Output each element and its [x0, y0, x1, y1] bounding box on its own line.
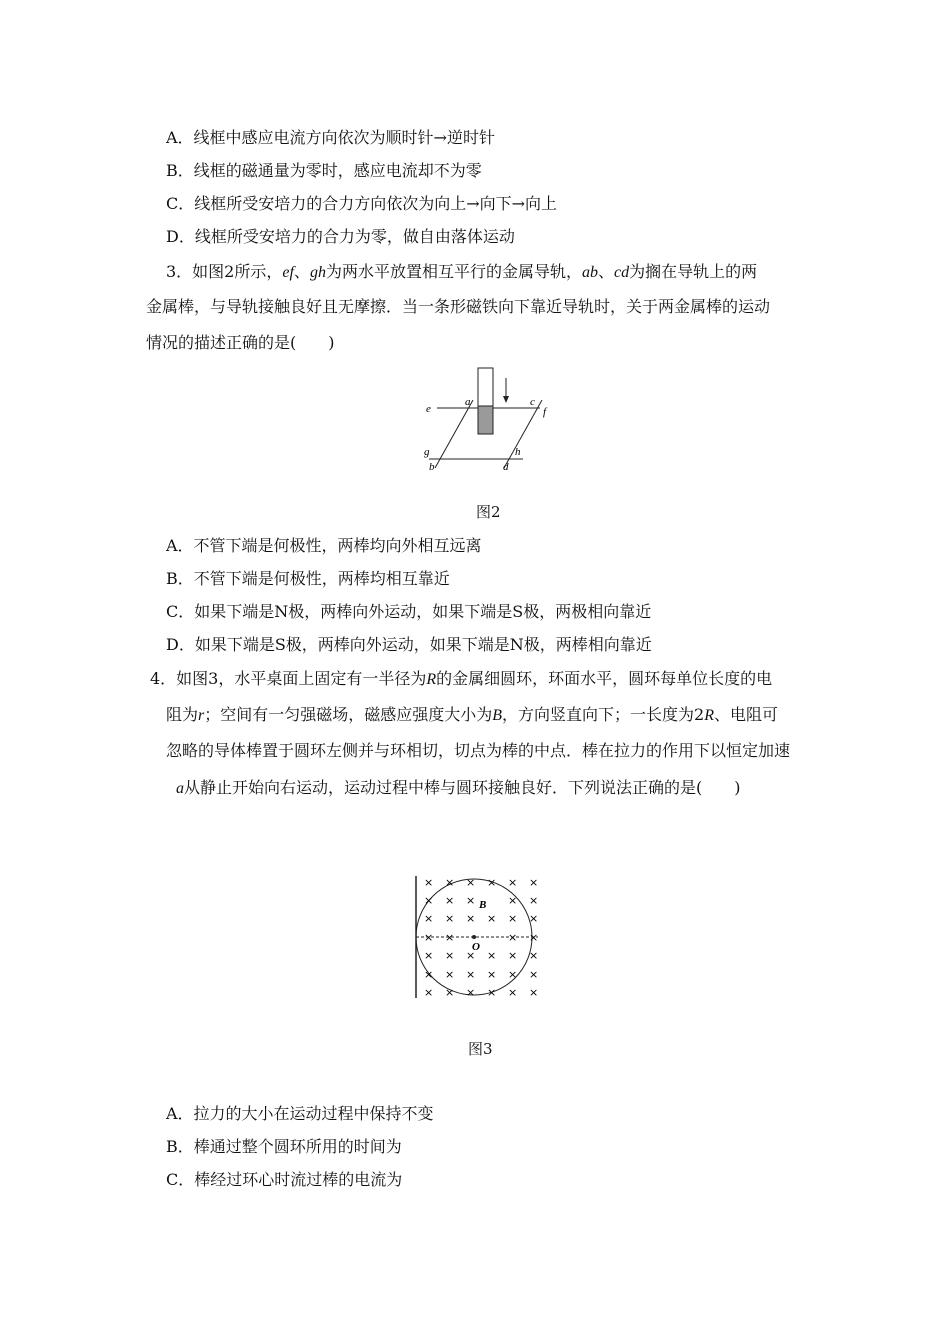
q4-option-b: B．棒通过整个圆环所用的时间为: [166, 1137, 402, 1156]
field-cross: ×: [487, 986, 497, 999]
field-cross: ×: [424, 931, 434, 944]
rod-ab: [435, 400, 473, 468]
field-cross: ×: [424, 876, 434, 889]
q4-text: ，方向竖直向下；一长度为2: [502, 705, 705, 724]
field-cross: ×: [508, 949, 518, 962]
field-cross: ×: [508, 986, 518, 999]
q3-sep: 、: [597, 262, 614, 281]
q4-option-a: A．拉力的大小在运动过程中保持不变: [166, 1104, 434, 1123]
q3-text: 为两水平放置相互平行的金属导轨，: [325, 262, 582, 281]
figure-3-ring-field-diagram: [408, 870, 548, 1002]
field-cross: ×: [508, 931, 518, 944]
q4-text: 的金属细圆环，环面水平，圆环每单位长度的电: [436, 669, 773, 688]
field-cross: ×: [466, 949, 476, 962]
field-cross: ×: [424, 912, 434, 925]
q2-option-d: D．线框所受安培力的合力为零，做自由落体运动: [166, 227, 515, 246]
label-h: h: [515, 446, 521, 458]
field-cross: ×: [529, 912, 539, 925]
ring-center-dot: [472, 935, 476, 939]
label-a: a: [465, 396, 471, 408]
figure-2-caption: 图2: [476, 503, 501, 521]
q4-text: 从静止开始向右运动，运动过程中棒与圆环接触良好．下列说法正确的是( ): [184, 778, 741, 797]
field-cross: ×: [529, 894, 539, 907]
var-B: B: [492, 707, 503, 724]
figure-2-rails-diagram: [415, 360, 565, 475]
label-c: c: [530, 396, 535, 408]
field-cross: ×: [529, 968, 539, 981]
q2-option-b: B．线框的磁通量为零时，感应电流却不为零: [166, 161, 482, 180]
field-cross: ×: [424, 968, 434, 981]
q3-option-d: D．如果下端是S极，两棒向外运动，如果下端是N极，两棒相向靠近: [166, 635, 652, 654]
field-cross: ×: [445, 876, 455, 889]
q3-stem-line2: 金属棒，与导轨接触良好且无摩擦．当一条形磁铁向下靠近导轨时，关于两金属棒的运动: [146, 297, 771, 316]
label-B: B: [479, 899, 487, 911]
field-cross: ×: [529, 931, 539, 944]
label-g: g: [424, 446, 430, 458]
q4-text: 、电阻可: [714, 705, 779, 724]
q3-text: 3．如图2所示，: [166, 262, 283, 281]
field-cross: ×: [466, 986, 476, 999]
var-ef: ef: [282, 264, 294, 281]
q2-option-a: A．线框中感应电流方向依次为顺时针→逆时针: [166, 128, 495, 147]
label-d: d: [503, 461, 509, 473]
field-cross: ×: [445, 912, 455, 925]
label-b: b: [429, 461, 435, 473]
var-ab: ab: [581, 264, 598, 281]
figure-3-caption: 图3: [468, 1040, 493, 1058]
q4-stem-line3: 忽略的导体棒置于圆环左侧并与环相切，切点为棒的中点．棒在拉力的作用下以恒定加速: [166, 741, 791, 760]
q4-option-c: C．棒经过环心时流过棒的电流为: [166, 1170, 403, 1189]
label-e: e: [426, 403, 431, 415]
q3-option-b: B．不管下端是何极性，两棒均相互靠近: [166, 569, 450, 588]
field-cross: ×: [424, 949, 434, 962]
field-cross: ×: [529, 949, 539, 962]
q4-text: ；空间有一匀强磁场，磁感应强度大小为: [204, 705, 493, 724]
field-cross: ×: [508, 968, 518, 981]
field-cross: ×: [487, 912, 497, 925]
var-r: r: [198, 707, 205, 724]
q3-sep: 、: [293, 262, 310, 281]
field-cross: ×: [424, 986, 434, 999]
q2-option-c: C．线框所受安培力的合力方向依次为向上→向下→向上: [166, 194, 558, 213]
q4-text: 4．如图3，水平桌面上固定有一半径为: [150, 669, 427, 688]
q4-stem-line2: [166, 705, 778, 726]
q4-stem-line4: [176, 778, 741, 799]
field-cross: ×: [466, 876, 476, 889]
var-a: a: [176, 780, 184, 797]
q3-option-a: A．不管下端是何极性，两棒均向外相互远离: [166, 536, 482, 555]
field-cross: ×: [445, 949, 455, 962]
field-cross: ×: [508, 876, 518, 889]
q4-stem-line1: [150, 669, 772, 690]
field-cross: ×: [508, 912, 518, 925]
var-R: R: [704, 707, 715, 724]
var-cd: cd: [613, 264, 630, 281]
q3-stem-line3: 情况的描述正确的是( ): [146, 333, 335, 352]
field-cross: ×: [487, 949, 497, 962]
field-cross: ×: [487, 968, 497, 981]
field-cross: ×: [487, 876, 497, 889]
q3-text: 为搁在导轨上的两: [629, 262, 758, 281]
field-cross: ×: [466, 894, 476, 907]
field-cross: ×: [529, 876, 539, 889]
q3-stem-line1: [166, 262, 757, 283]
var-gh: gh: [309, 264, 326, 281]
label-O: O: [472, 941, 480, 953]
field-cross: ×: [445, 894, 455, 907]
magnet-top: [478, 368, 493, 406]
q4-text: 阻为: [166, 705, 199, 724]
field-cross: ×: [445, 986, 455, 999]
var-R: R: [426, 671, 437, 688]
field-cross: ×: [529, 986, 539, 999]
magnet-bottom: [478, 406, 493, 434]
q3-option-c: C．如果下端是N极，两棒向外运动，如果下端是S极，两极相向靠近: [166, 602, 652, 621]
field-cross: ×: [424, 894, 434, 907]
field-cross: ×: [508, 894, 518, 907]
field-cross: ×: [466, 968, 476, 981]
field-cross: ×: [445, 968, 455, 981]
label-f: f: [543, 406, 547, 418]
field-cross: ×: [445, 931, 455, 944]
field-cross: ×: [466, 912, 476, 925]
rod-cd: [504, 400, 542, 468]
